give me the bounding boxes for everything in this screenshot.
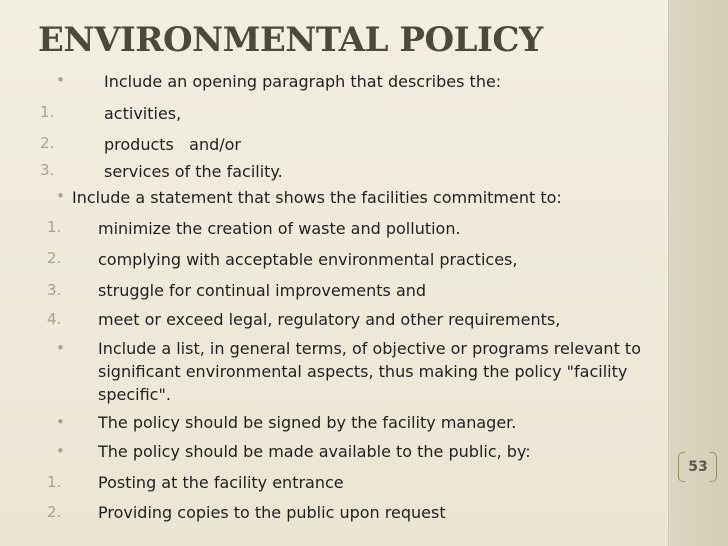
number-marker: 4. [47,310,62,328]
list-item-text: Posting at the facility entrance [98,473,344,492]
list-item-text: activities, [104,104,182,123]
list-item-text-line-1: Include a list, in general terms, of objective or programs relevant to [98,339,641,358]
page-number-right-bracket [710,452,717,482]
bullet-marker: • [56,187,65,205]
list-item-text: The policy should be made available to the public, by: [98,442,531,461]
list-item-text: Include an opening paragraph that describes the: [104,72,502,91]
number-marker: 3. [40,161,55,179]
list-item-text: minimize the creation of waste and pollution. [98,219,461,238]
list-item-text: services of the facility. [104,162,283,181]
number-marker: 1. [47,473,62,491]
list-item-text: products and/or [104,135,241,154]
number-marker: 2. [47,503,62,521]
bullet-marker: • [56,71,65,89]
bullet-marker: • [56,339,65,357]
list-item-text-line-3: specific". [98,385,171,404]
list-item-text: Include a statement that shows the facilities commitment to: [72,188,562,207]
list-item-text: struggle for continual improvements and [98,281,427,300]
list-item-text: complying with acceptable environmental practices, [98,250,518,269]
number-marker: 3. [47,281,62,299]
page-number: 53 [688,459,708,475]
number-marker: 1. [47,218,62,236]
number-marker: 2. [47,249,62,267]
list-item-text: The policy should be signed by the facility manager. [98,413,517,432]
list-item-text: meet or exceed legal, regulatory and other requirements, [98,310,561,329]
slide-title: ENVIRONMENTAL POLICY [38,20,543,60]
bullet-marker: • [56,413,65,431]
list-item-text-line-2: significant environmental aspects, thus making the policy "facility [98,362,628,381]
number-marker: 1. [40,103,55,121]
bullet-marker: • [56,442,65,460]
list-item-text: Providing copies to the public upon request [98,503,446,522]
number-marker: 2. [40,134,55,152]
